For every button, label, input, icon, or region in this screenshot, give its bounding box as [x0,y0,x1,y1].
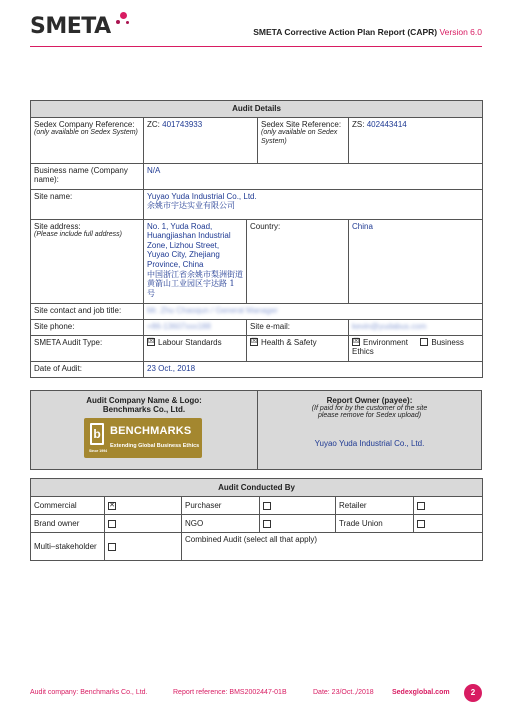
ngo-checkbox[interactable] [263,520,271,528]
report-owner-title: Report Owner (payee): [326,396,413,405]
footer-audit-company: Audit company: Benchmarks Co., Ltd. [30,689,148,696]
email-label: Site e-mail: [247,319,349,335]
brand-owner-label: Brand owner [31,515,105,533]
footer-site-link[interactable]: Sedexglobal.com [392,689,450,696]
header-divider [30,46,482,47]
trade-union-checkbox-cell[interactable] [414,515,483,533]
report-title: SMETA Corrective Action Plan Report (CAPR) Version 6.0 [253,27,482,37]
ngo-label: NGO [182,515,260,533]
site-name-label: Site name: [31,189,144,219]
purchaser-checkbox[interactable] [263,502,271,510]
health-checkbox[interactable]: ☒ [251,338,258,346]
country-value: China [349,219,483,303]
site-ref-label: Sedex Site Reference: (only available on Sedex System) [258,117,349,163]
retailer-label: Retailer [336,497,414,515]
multi-stakeholder-label: Multi–stakeholder [31,533,105,561]
ngo-checkbox-cell[interactable] [260,515,336,533]
environment-checkbox[interactable]: ☒ [353,338,360,346]
audit-company-title: Audit Company Name & Logo: [86,396,202,405]
smeta-logo-dots-icon [116,12,132,32]
email-value: kevin@yudabus.com [349,319,483,335]
company-ref-value: ZC: 401743933 [144,117,258,163]
multi-stakeholder-checkbox-cell[interactable] [105,533,182,561]
report-owner-note-1: (If paid for by the customer of the site [311,405,428,412]
phone-value: +86-13607xxx188 [144,319,247,335]
multi-stakeholder-checkbox[interactable] [108,543,116,551]
commercial-label: Commercial [31,497,105,515]
purchaser-label: Purchaser [182,497,260,515]
smeta-logo: SMETA [30,14,111,39]
report-owner-cell [257,391,481,469]
purchaser-checkbox-cell[interactable] [260,497,336,515]
commercial-checkbox-cell[interactable] [105,497,182,515]
audit-details-title: Audit Details [31,101,483,118]
retailer-checkbox-cell[interactable] [414,497,483,515]
footer-report-ref: Report reference: BMS2002447-01B [173,689,287,696]
audit-type-health[interactable]: ☒ Health & Safety [247,335,349,361]
audit-type-label: SMETA Audit Type: [31,335,144,361]
contact-value: Mr. Zhu Chaoqun / General Manager [144,303,483,319]
audit-company-name: Benchmarks Co., Ltd. [102,405,186,414]
country-label: Country: [247,219,349,303]
audit-type-env-ethics[interactable]: ☒ Environment Business Ethics [349,335,483,361]
site-ref-value: ZS: 402443414 [349,117,483,163]
audit-conducted-table [30,478,482,561]
page-number-badge: 2 [464,684,482,702]
audit-details-table [30,100,482,378]
contact-label: Site contact and job title: [31,303,144,319]
retailer-checkbox[interactable] [417,502,425,510]
page-header [0,0,510,54]
footer-date: Date: 23/Oct.,/2018 [313,689,374,696]
business-name-label: Business name (Company name): [31,163,144,189]
page-footer [30,684,482,704]
site-address-value: No. 1, Yuda Road, Huangjiashan Industrial Zone, Lizhou Street, Yuyao City, Zhejiang Province, China 中国浙江省余姚市梨洲街道 黄箭山工业园区宇达路 1 号 [144,219,247,303]
business-ethics-checkbox[interactable] [420,338,428,346]
phone-label: Site phone: [31,319,144,335]
benchmarks-b-icon: b [90,423,104,445]
commercial-checkbox[interactable]: ✕ [109,501,115,509]
date-value: 23 Oct., 2018 [144,361,483,377]
labour-checkbox[interactable]: ☒ [148,338,155,346]
audit-type-labour[interactable]: ☒ Labour Standards [144,335,247,361]
report-owner-note-2: please remove for Sedex upload) [317,412,422,419]
site-name-value: Yuyao Yuda Industrial Co., Ltd. 余姚市宇达实业有限公司 [144,189,483,219]
report-owner-value: Yuyao Yuda Industrial Co., Ltd. [314,439,425,448]
audit-company-block [30,390,482,470]
brand-owner-checkbox[interactable] [108,520,116,528]
conducted-title: Audit Conducted By [31,479,483,497]
brand-owner-checkbox-cell[interactable] [105,515,182,533]
business-name-value: N/A [144,163,483,189]
date-label: Date of Audit: [31,361,144,377]
combined-audit-label: Combined Audit (select all that apply) [182,533,483,561]
site-address-label: Site address: (Please include full address) [31,219,144,303]
benchmarks-logo: b BENCHMARKS Extending Global Business Ethics Since 1994 [84,418,202,458]
audit-company-cell [31,391,257,469]
company-ref-label: Sedex Company Reference: (only available on Sedex System) [31,117,144,163]
trade-union-label: Trade Union [336,515,414,533]
trade-union-checkbox[interactable] [417,520,425,528]
